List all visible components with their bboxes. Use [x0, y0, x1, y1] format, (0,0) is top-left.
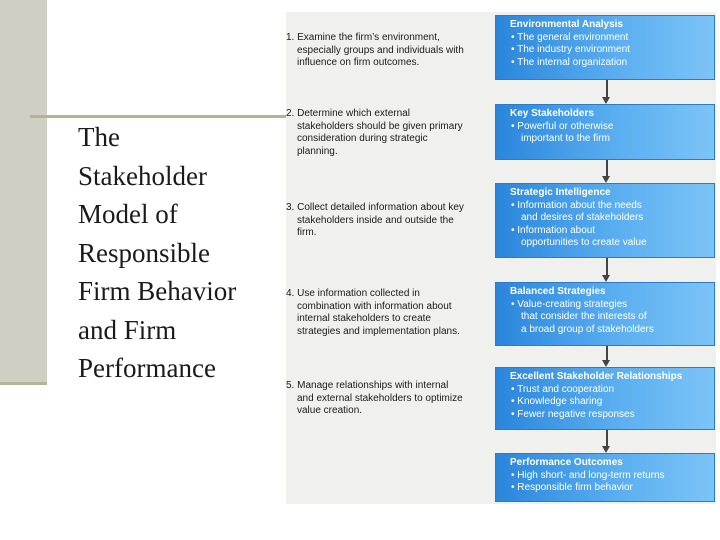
box-line: • Fewer negative responses: [511, 408, 635, 420]
step-line: stakeholders inside and outside the: [297, 214, 454, 226]
box-balanced-strategies: [495, 282, 715, 346]
step-line: 3. Collect detailed information about key: [286, 202, 464, 213]
box-line: that consider the interests of: [521, 311, 647, 322]
flow-arrow: [602, 160, 612, 183]
step-line: especially groups and individuals with: [297, 44, 464, 56]
step-line: internal stakeholders to create: [297, 313, 431, 324]
flow-arrow: [602, 258, 612, 282]
title-line: and Firm: [78, 314, 177, 345]
box-title: Balanced Strategies: [510, 286, 606, 297]
title-line: Performance: [78, 353, 216, 383]
step-line: consideration during strategic: [297, 133, 428, 144]
step-line: influence on firm outcomes.: [297, 57, 420, 68]
box-title: Performance Outcomes: [510, 457, 623, 468]
title-line: Stakeholder: [78, 160, 207, 191]
step-line: 4. Use information collected in: [286, 288, 420, 299]
box-line: • High short- and long-term returns: [511, 469, 665, 481]
box-title: Key Stakeholders: [510, 108, 594, 119]
bottom-accent-rule: [0, 382, 47, 385]
box-line: • Powerful or otherwise: [511, 120, 614, 132]
box-line: • Information about the needs: [511, 199, 642, 211]
box-excellent-stakeholder-relationships: [495, 367, 715, 430]
box-line: opportunities to create value: [521, 237, 647, 248]
box-line: • Knowledge sharing: [511, 396, 603, 407]
step-line: 1. Examine the firm’s environment,: [286, 32, 440, 43]
step-3: [286, 202, 486, 240]
box-line: • Responsible firm behavior: [511, 482, 633, 493]
box-line: • The industry environment: [511, 44, 630, 55]
box-line: • Trust and cooperation: [511, 383, 615, 395]
box-line: • The general environment: [511, 31, 629, 43]
box-performance-outcomes: [495, 453, 715, 502]
box-key-stakeholders: [495, 104, 715, 160]
step-line: stakeholders should be given primary: [297, 120, 463, 132]
box-line: • Value-creating strategies: [511, 298, 628, 310]
step-2: [286, 108, 486, 158]
flow-arrow: [602, 346, 612, 367]
flow-arrow: [602, 430, 612, 453]
flow-arrow: [602, 80, 612, 104]
box-line: • The internal organization: [511, 56, 628, 68]
step-4: [286, 288, 486, 338]
step-line: planning.: [297, 145, 338, 157]
box-environmental-analysis: [495, 15, 715, 80]
title-line: Firm Behavior: [78, 276, 237, 306]
step-line: 5. Manage relationships with internal: [286, 380, 449, 391]
box-line: a broad group of stakeholders: [521, 323, 654, 335]
step-line: combination with information about: [297, 300, 452, 312]
step-line: firm.: [297, 227, 317, 238]
side-accent-bar: [0, 0, 47, 384]
title-line: Model of: [78, 199, 178, 229]
box-title: Excellent Stakeholder Relationships: [510, 371, 683, 382]
step-line: 2. Determine which external: [286, 108, 410, 119]
box-title: Environmental Analysis: [510, 19, 623, 30]
slide-title: [78, 118, 278, 388]
step-line: and external stakeholders to optimize: [297, 392, 463, 404]
box-line: • Information about: [511, 224, 596, 236]
box-strategic-intelligence: [495, 183, 715, 258]
step-5: [286, 380, 486, 418]
step-line: value creation.: [297, 405, 363, 416]
step-1: [286, 32, 486, 70]
title-line: Responsible: [78, 237, 210, 268]
box-title: Strategic Intelligence: [510, 187, 611, 198]
box-line: important to the firm: [521, 133, 610, 144]
step-line: strategies and implementation plans.: [297, 325, 460, 337]
box-line: and desires of stakeholders: [521, 212, 644, 223]
stakeholder-model-figure: [286, 12, 716, 504]
title-line: The: [78, 122, 120, 152]
